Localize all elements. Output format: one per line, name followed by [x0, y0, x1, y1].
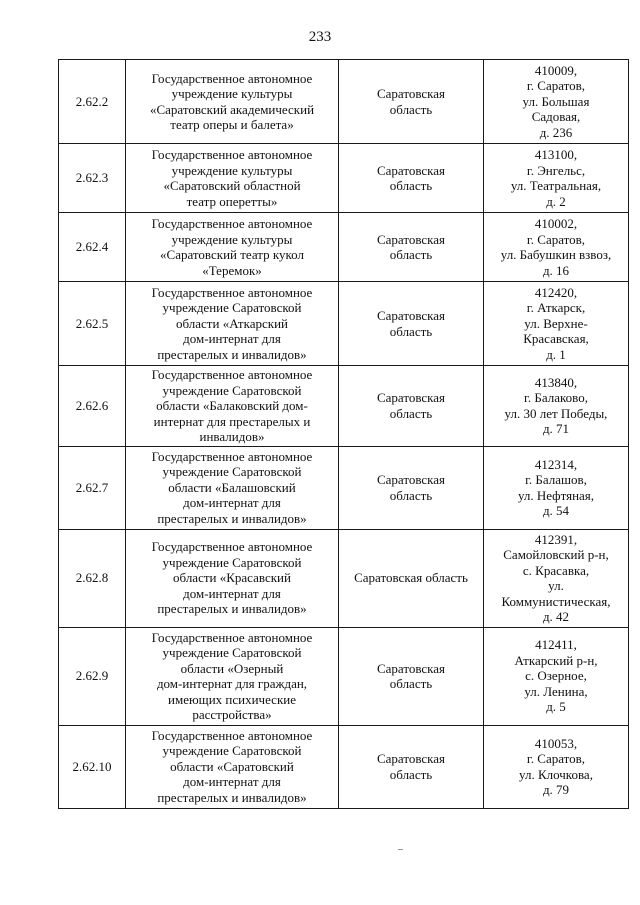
row-number: 2.62.9 [59, 627, 126, 725]
address: 412391, Самойловский р-н, с. Красавка, ул. Коммунистическая, д. 42 [484, 529, 629, 627]
region: Саратовская область [339, 627, 484, 725]
region: Саратовская область [339, 213, 484, 282]
registry-table-body [59, 60, 629, 809]
table-row [59, 282, 629, 366]
region: Саратовская область [339, 529, 484, 627]
address: 412411, Аткарский р-н, с. Озерное, ул. Ленина, д. 5 [484, 627, 629, 725]
address: 410002, г. Саратов, ул. Бабушкин взвоз, д. 16 [484, 213, 629, 282]
institution-name: Государственное автономное учреждение Саратовской области «Балаковский дом- интернат для престарелых и инвалидов» [126, 366, 339, 447]
address: 413100, г. Энгельс, ул. Театральная, д. 2 [484, 144, 629, 213]
row-number: 2.62.4 [59, 213, 126, 282]
address: 412420, г. Аткарск, ул. Верхне- Красавская, д. 1 [484, 282, 629, 366]
row-number: 2.62.7 [59, 446, 126, 529]
institution-name: Государственное автономное учреждение культуры «Саратовский областной театр оперетты» [126, 144, 339, 213]
table-row [59, 366, 629, 447]
table-row [59, 213, 629, 282]
registry-table [58, 59, 629, 809]
region: Саратовская область [339, 446, 484, 529]
row-number: 2.62.2 [59, 60, 126, 144]
region: Саратовская область [339, 60, 484, 144]
institution-name: Государственное автономное учреждение Саратовской области «Саратовский дом-интернат для престарелых и инвалидов» [126, 725, 339, 808]
institution-name: Государственное автономное учреждение Саратовской области «Балашовский дом-интернат для престарелых и инвалидов» [126, 446, 339, 529]
row-number: 2.62.5 [59, 282, 126, 366]
table-row [59, 529, 629, 627]
institution-name: Государственное автономное учреждение Саратовской области «Озерный дом-интернат для граждан, имеющих психические расстройства» [126, 627, 339, 725]
region: Саратовская область [339, 725, 484, 808]
table-row [59, 725, 629, 808]
institution-name: Государственное автономное учреждение культуры «Саратовский академический театр оперы и балета» [126, 60, 339, 144]
address: 412314, г. Балашов, ул. Нефтяная, д. 54 [484, 446, 629, 529]
institution-name: Государственное автономное учреждение Саратовской области «Красавский дом-интернат для престарелых и инвалидов» [126, 529, 339, 627]
row-number: 2.62.8 [59, 529, 126, 627]
region: Саратовская область [339, 282, 484, 366]
table-row [59, 144, 629, 213]
region: Саратовская область [339, 366, 484, 447]
table-row [59, 446, 629, 529]
row-number: 2.62.10 [59, 725, 126, 808]
institution-name: Государственное автономное учреждение культуры «Саратовский театр кукол «Теремок» [126, 213, 339, 282]
institution-name: Государственное автономное учреждение Саратовской области «Аткарский дом-интернат для престарелых и инвалидов» [126, 282, 339, 366]
row-number: 2.62.3 [59, 144, 126, 213]
address: 410009, г. Саратов, ул. Большая Садовая, д. 236 [484, 60, 629, 144]
row-number: 2.62.6 [59, 366, 126, 447]
address: 410053, г. Саратов, ул. Клочкова, д. 79 [484, 725, 629, 808]
region: Саратовская область [339, 144, 484, 213]
address: 413840, г. Балаково, ул. 30 лет Победы, д. 71 [484, 366, 629, 447]
table-row [59, 627, 629, 725]
table-row [59, 60, 629, 144]
scan-mark [398, 849, 403, 850]
page-number: 233 [308, 29, 332, 45]
